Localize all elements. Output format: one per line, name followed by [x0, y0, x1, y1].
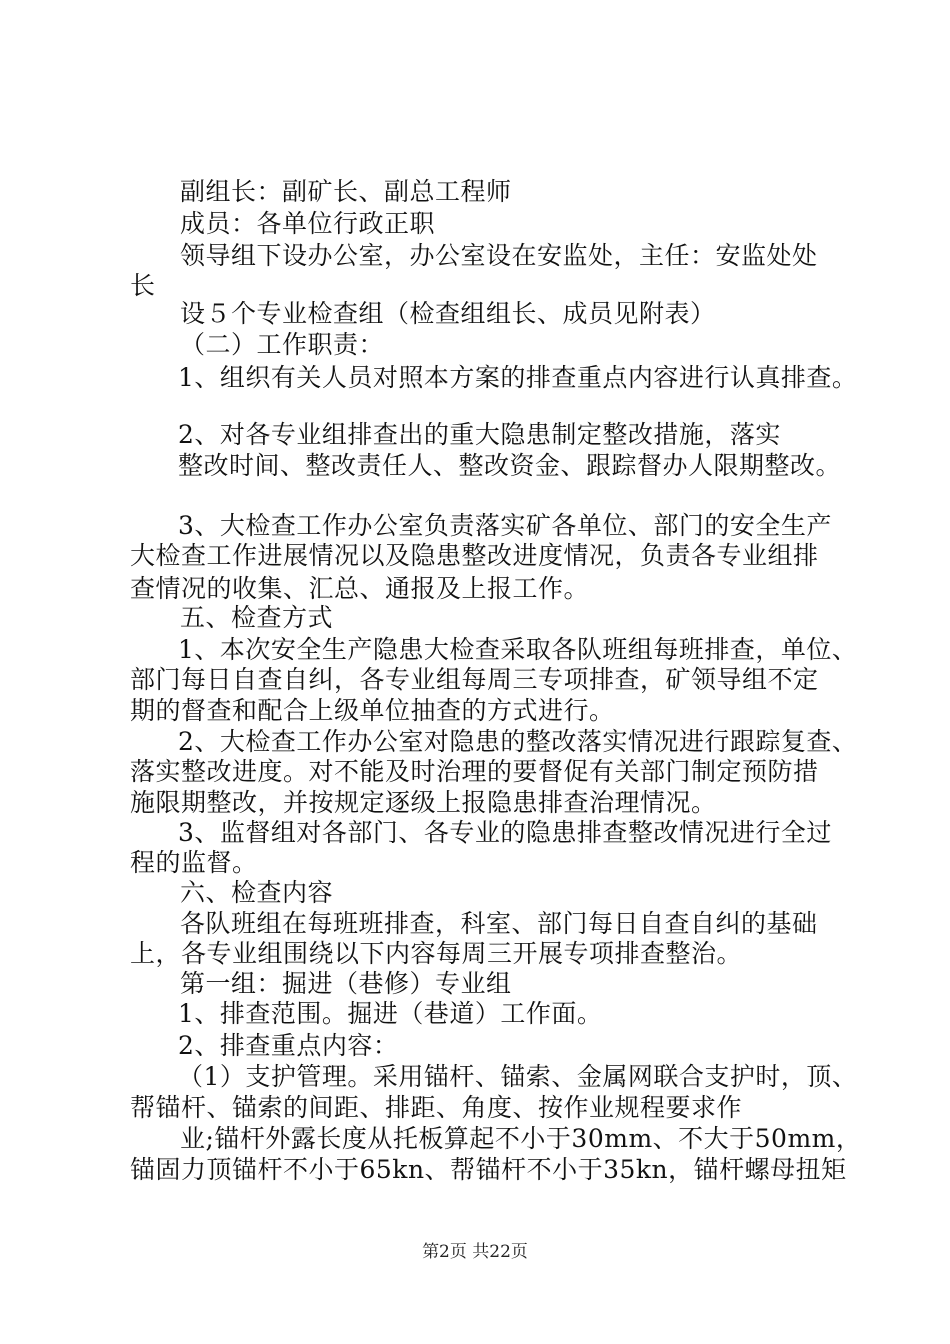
page-footer: 第2页 共22页	[422, 1242, 528, 1262]
text-line: （1）支护管理。采用锚杆、锚索、金属网联合支护时，顶、	[178, 1062, 858, 1091]
text-line: 各队班组在每班班排查，科室、部门每日自查自纠的基础	[180, 909, 818, 938]
text-line: 2、对各专业组排查出的重大隐患制定整改措施，落实	[178, 420, 781, 449]
text-line: 大检查工作进展情况以及隐患整改进度情况，负责各专业组排	[130, 541, 819, 570]
section-heading: （二）工作职责：	[180, 330, 385, 359]
text-line: 3、大检查工作办公室负责落实矿各单位、部门的安全生产	[178, 511, 832, 540]
text-line: 帮锚杆、锚索的间距、排距、角度、按作业规程要求作	[130, 1093, 743, 1122]
text-line: 1、排查范围。掘进（巷道）工作面。	[178, 999, 603, 1028]
text-line: 1、本次安全生产隐患大检查采取各队班组每班排查，单位、	[178, 635, 858, 664]
text-line: 业;锚杆外露长度从托板算起不小于30mm、不大于50mm，	[180, 1124, 862, 1153]
text-line: 2、排查重点内容：	[178, 1031, 399, 1060]
text-line: 期的督查和配合上级单位抽查的方式进行。	[130, 696, 615, 725]
text-line: 设５个专业检查组（检查组组长、成员见附表）	[180, 299, 716, 328]
section-heading: 五、检查方式	[180, 603, 334, 632]
text-line: 副组长：副矿长、副总工程师	[180, 177, 512, 206]
text-line: 领导组下设办公室，办公室设在安监处，主任：安监处处	[180, 241, 818, 270]
text-line: 长	[130, 271, 156, 300]
text-line: 施限期整改，并按规定逐级上报隐患排查治理情况。	[130, 788, 717, 817]
text-line: 查情况的收集、汇总、通报及上报工作。	[130, 574, 590, 603]
text-line: 上，各专业组围绕以下内容每周三开展专项排查整治。	[130, 939, 743, 968]
text-line: 整改时间、整改责任人、整改资金、跟踪督办人限期整改。	[178, 451, 842, 480]
text-line: 落实整改进度。对不能及时治理的要督促有关部门制定预防措	[130, 757, 819, 786]
text-line: 锚固力顶锚杆不小于65kn、帮锚杆不小于35kn，锚杆螺母扭矩	[130, 1155, 847, 1184]
text-line: 部门每日自查自纠，各专业组每周三专项排查，矿领导组不定	[130, 665, 819, 694]
text-line: 成员：各单位行政正职	[180, 209, 436, 238]
section-heading: 六、检查内容	[180, 878, 334, 907]
text-line: 3、监督组对各部门、各专业的隐患排查整改情况进行全过	[178, 818, 832, 847]
text-line: 程的监督。	[130, 848, 258, 877]
text-line: 第一组：掘进（巷修）专业组	[180, 969, 512, 998]
text-line: 2、大检查工作办公室对隐患的整改落实情况进行跟踪复查、	[178, 727, 858, 756]
text-line: 1、组织有关人员对照本方案的排查重点内容进行认真排查。	[178, 363, 858, 392]
